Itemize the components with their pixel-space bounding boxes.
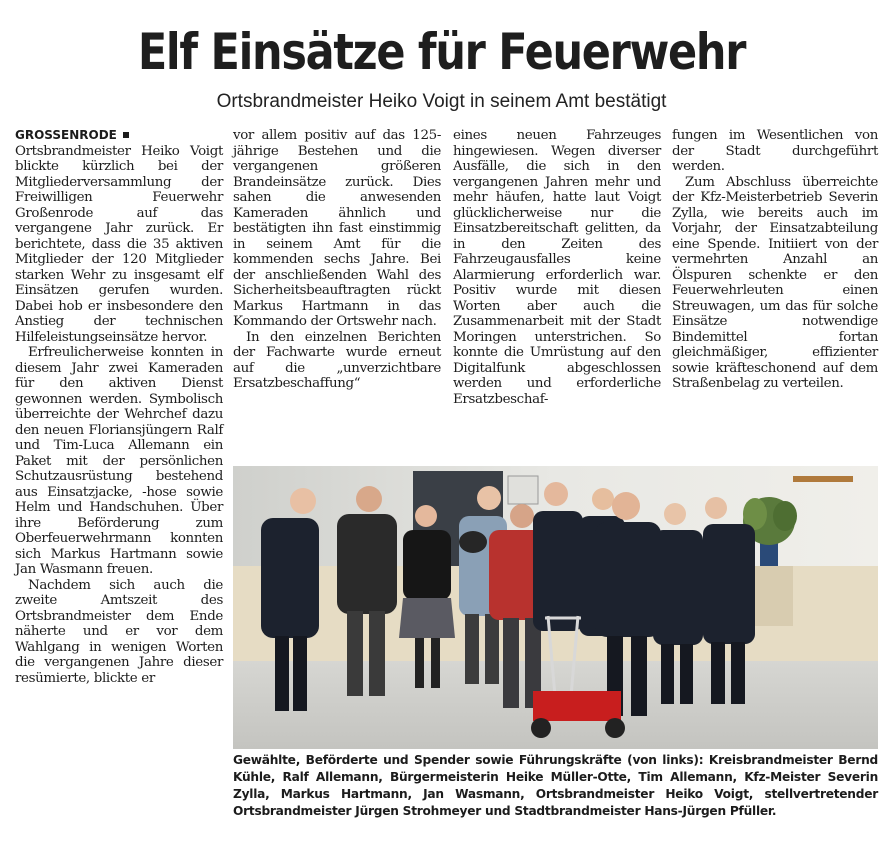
article-headline: Elf Einsätze für Feuerwehr	[137, 23, 746, 81]
door-window	[508, 476, 538, 504]
article-subheadline: Ortsbrandmeister Heiko Voigt in seinem Amt bestätigt	[216, 91, 667, 112]
article-paragraph: Nachdem sich auch die zweite Amtszeit des Ortsbrandmeister dem Ende näherte und er vor dem Wahlgang in wenigen Worten die vergangenen Jahre dieser resümierte, blickte er	[15, 577, 223, 686]
article-paragraph: Zum Abschluss überreichte der Kfz-Meisterbetrieb Severin Zylla, wie bereits auch im Vorjahr, der Einsatzabteilung eine Spende. Initiiert von der vermehrten Anzahl an Ölspuren schenkte er den Feuerwehrleuten einen Streuwagen, um das für solche Einsätze notwendige Bindemittel fortan gleichmäßiger, effizienter sowie kräfteschonend auf dem Straßenbelag zu verteilen.	[672, 174, 878, 391]
article-column-4	[672, 128, 878, 392]
group-photo	[233, 466, 878, 749]
dateline: GROSSENRODE	[15, 128, 117, 142]
wall-shelf	[793, 476, 853, 482]
photo-caption: Gewählte, Beförderte und Spender sowie Führungskräfte (von links): Kreisbrandmeister Bernd Kühle, Ralf Allemann, Bürgermeisterin Heike Müller-Otte, Tim Allemann, Kfz-Meister Severin Zylla, Markus Hartmann, Jan Wasmann, Ortsbrandmeister Heiko Voigt, stellvertretender Ortsbrandmeister Jürgen Strohmeyer und Stadtbrandmeister Hans-Jürgen Pfüller.	[233, 753, 878, 818]
article-paragraph	[15, 128, 223, 345]
group-photo-illustration	[233, 466, 878, 749]
article-paragraph: In den einzelnen Berichten der Fachwarte wurde erneut auf die „unverzichtbare Ersatzbeschaffung“	[233, 329, 441, 391]
article-paragraph: Erfreulicherweise konnten in diesem Jahr zwei Kameraden für den aktiven Dienst gewonnen werden. Symbolisch überreichte der Wehrchef dazu den neuen Floriansjüngern Ralf und Tim-Luca Allemann ein Paket mit der persönlichen Schutzausrüstung bestehend aus Einsatzjacke, -hose sowie Helm und Handschuhen. Über ihre Beförderung zum Oberfeuerwehrmann konnten sich Markus Hartmann sowie Jan Wasmann freuen.	[15, 345, 223, 577]
article-paragraph: vor allem positiv auf das 125-jährige Bestehen und die vergangenen größeren Brandeinsätze zurück. Dies sahen die anwesenden Kameraden ähnlich und bestätigten ihn fast einstimmig in seinem Amt für die kommenden sechs Jahre. Bei der anschließenden Wahl des Sicherheitsbeauftragten rückt Markus Hartmann in das Kommando der Ortswehr nach.	[233, 128, 441, 329]
article-column-1	[15, 128, 223, 686]
paragraph-text: Ortsbrandmeister Heiko Voigt blickte kürzlich bei der Mitgliederversammlung der Freiwilligen Feuerwehr Großenrode auf das vergangene Jahr zurück. Er berichtete, dass die 35 aktiven Mitglieder der 120 Mitglieder starken Wehr zu insgesamt elf Einsätzen gerufen wurden. Dabei hob er insbesondere den Anstieg der technischen Hilfeleistungseinsätze hervor.	[15, 143, 223, 345]
article-column-2	[233, 128, 441, 392]
dateline-bullet-icon	[123, 132, 129, 138]
article-paragraph: fungen im Wesentlichen von der Stadt durchgeführt werden.	[672, 128, 878, 174]
article-column-3	[453, 128, 661, 407]
article-paragraph: eines neuen Fahrzeuges hingewiesen. Wegen diverser Ausfälle, die sich in den vergangenen Jahren mehr und mehr häufen, hatte laut Voigt glücklicherweise nur die Einsatzbereitschaft gelitten, da in den Zeiten des Fahrzeugausfalles keine Alarmierung erforderlich war. Positiv wurde mit diesen Worten aber auch die Zusammenarbeit mit der Stadt Moringen unterstrichen. So konnte die Umrüstung auf den Digitalfunk abgeschlossen werden und erforderliche Ersatzbeschaf-	[453, 128, 661, 407]
